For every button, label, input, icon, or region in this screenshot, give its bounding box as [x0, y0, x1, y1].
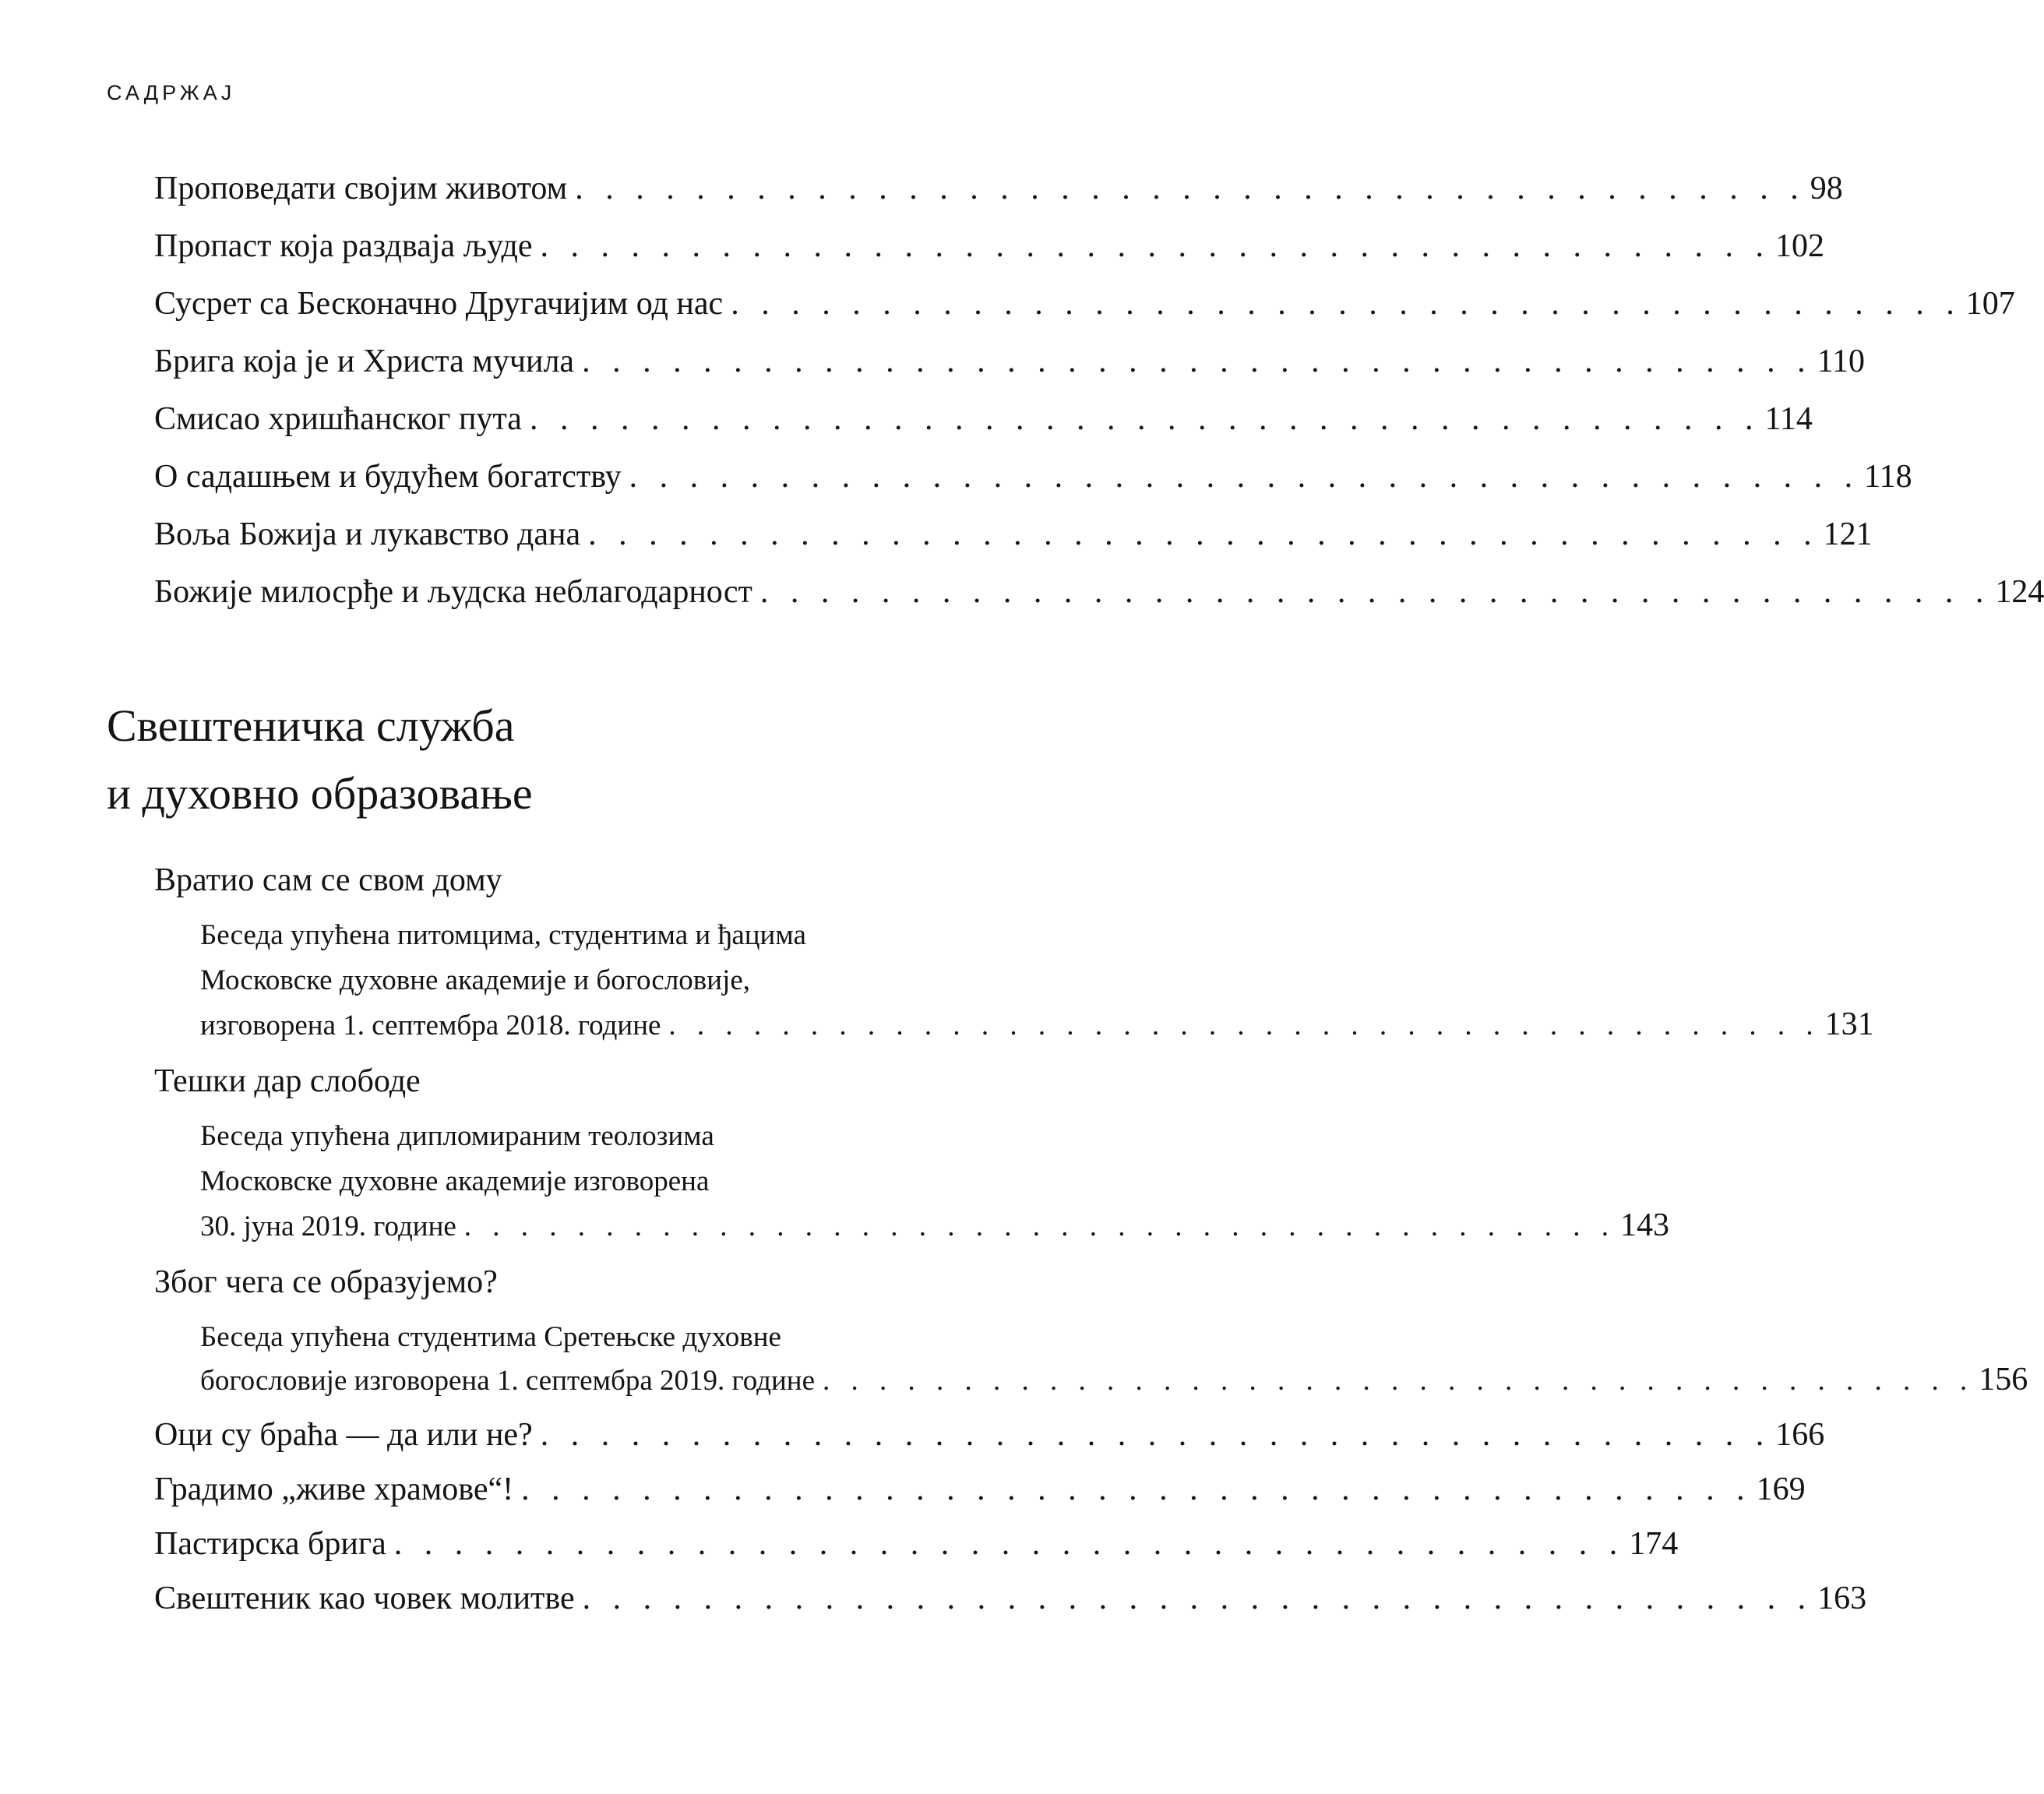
- toc-entry-title[interactable]: Вратио сам се свом дому: [154, 862, 502, 898]
- toc-page-number: 163: [1817, 1581, 1867, 1616]
- toc-entry-title: Градимо „живе храмове“!: [154, 1472, 514, 1507]
- toc-entry-title: Воља Божија и лукавство дана: [154, 516, 581, 552]
- toc-entry[interactable]: [154, 1524, 1679, 1564]
- toc-leader-dots: . . . . . . . . . . . . . . . . . . . . . . . . . . . . . . . . . . . . . . . . .: [575, 171, 1806, 206]
- toc-page-number: 121: [1823, 516, 1873, 552]
- toc-page-number: 114: [1764, 401, 1813, 437]
- toc-entry-last-line[interactable]: [200, 1006, 1874, 1044]
- section-title-line: Свештеничка служба: [107, 700, 515, 751]
- toc-entry-description: 30. јуна 2019. године: [200, 1211, 456, 1242]
- toc-leader-dots: . . . . . . . . . . . . . . . . . . . . . . . . . . . . . . . . . . . . . . . . .: [629, 459, 1860, 495]
- toc-leader-dots: . . . . . . . . . . . . . . . . . . . . . . . . . . . . . . . . . . . . . . . . .: [521, 1472, 1752, 1507]
- toc-entry-description: Московске духовне академије изговорена: [200, 1165, 710, 1197]
- toc-entry[interactable]: [154, 284, 2015, 324]
- toc-entry-title[interactable]: Због чега се образујемо?: [154, 1264, 498, 1300]
- toc-entry[interactable]: [154, 456, 1912, 497]
- toc-leader-dots: . . . . . . . . . . . . . . . . . . . . . . . . . . . . . . . . . . . . . . . . .: [759, 574, 1991, 610]
- toc-leader-dots: . . . . . . . . . . . . . . . . . . . . . . . . . . . . . . . . . . . . . . . . .: [731, 286, 1961, 322]
- toc-entry-title: Свештеник као човек молитве: [154, 1581, 575, 1616]
- toc-page-number: 102: [1775, 228, 1825, 264]
- toc-entry[interactable]: [154, 399, 1813, 439]
- toc-page-number: 143: [1620, 1207, 1670, 1243]
- toc-entry-title: Брига која је и Христа мучила: [154, 344, 575, 379]
- toc-entry[interactable]: [154, 514, 1873, 555]
- toc-entry-title: Пастирска брига: [154, 1526, 386, 1562]
- toc-page-number: 174: [1629, 1526, 1679, 1562]
- toc-page-number: 118: [1864, 459, 1912, 495]
- toc-entry[interactable]: [154, 168, 1843, 209]
- toc-page-number: 107: [1965, 286, 2015, 322]
- toc-leader-dots: . . . . . . . . . . . . . . . . . . . . . . . . . . . . . . . . . . . . . . . . .: [588, 516, 1819, 552]
- toc-leader-dots: . . . . . . . . . . . . . . . . . . . . . . . . . . . . . . . . . . . . . . . . .: [582, 344, 1813, 379]
- toc-page-number: 110: [1817, 344, 1866, 379]
- toc-entry[interactable]: [154, 1469, 1806, 1510]
- toc-leader-dots: . . . . . . . . . . . . . . . . . . . . . . . . . . . . . . . . . . . . . . . . .: [540, 1417, 1771, 1453]
- toc-entry-title: Пропаст која раздваја људе: [154, 228, 533, 264]
- toc-entry-title: Оци су браћа — да или не?: [154, 1417, 533, 1453]
- running-head: САДРЖАЈ: [107, 81, 236, 104]
- toc-leader-dots: . . . . . . . . . . . . . . . . . . . . . . . . . . . . . . . . . . . . . . . . .: [393, 1526, 1625, 1562]
- toc-entry-last-line[interactable]: [200, 1207, 1670, 1245]
- toc-leader-dots: . . . . . . . . . . . . . . . . . . . . . . . . . . . . . . . . . . . . . . . . .: [582, 1581, 1813, 1616]
- toc-entry-description: изговорена 1. септембра 2018. године: [200, 1010, 661, 1042]
- toc-leader-dots: . . . . . . . . . . . . . . . . . . . . . . . . . . . . . . . . . . . . . . . . .: [463, 1211, 1616, 1242]
- toc-entry-title[interactable]: Тешки дар слободе: [154, 1063, 421, 1099]
- toc-entry-title: Проповедати својим животом: [154, 171, 568, 206]
- toc-entry[interactable]: [154, 1415, 1825, 1455]
- toc-entry-description: Беседа упућена студентима Сретењске духовне: [200, 1321, 781, 1353]
- toc-leader-dots: . . . . . . . . . . . . . . . . . . . . . . . . . . . . . . . . . . . . . . . . .: [529, 401, 1760, 437]
- toc-page-number: 98: [1810, 171, 1843, 206]
- toc-page-number: 131: [1824, 1006, 1874, 1042]
- toc-entry-title: О садашњем и будућем богатству: [154, 459, 622, 495]
- toc-entry-last-line[interactable]: [200, 1362, 2028, 1399]
- toc-page-number: 124: [1995, 574, 2044, 610]
- toc-entry-title: Сусрет са Бесконачно Другачијим од нас: [154, 286, 724, 322]
- toc-leader-dots: . . . . . . . . . . . . . . . . . . . . . . . . . . . . . . . . . . . . . . . . .: [668, 1010, 1820, 1042]
- toc-entry[interactable]: [154, 226, 1825, 266]
- toc-entry-description: богословије изговорена 1. септембра 2019. године: [200, 1365, 816, 1397]
- toc-entry[interactable]: [154, 341, 1866, 382]
- toc-entry-description: Беседа упућена дипломираним теолозима: [200, 1120, 714, 1152]
- toc-entry-title: Смисао хришћанског пута: [154, 401, 522, 437]
- toc-entry-description: Беседа упућена питомцима, студентима и ђацима: [200, 919, 806, 951]
- toc-entry[interactable]: [154, 1578, 1867, 1619]
- toc-leader-dots: . . . . . . . . . . . . . . . . . . . . . . . . . . . . . . . . . . . . . . . . .: [823, 1365, 1975, 1397]
- toc-entry[interactable]: [154, 572, 2044, 612]
- toc-leader-dots: . . . . . . . . . . . . . . . . . . . . . . . . . . . . . . . . . . . . . . . . .: [540, 228, 1771, 264]
- toc-page-number: 156: [1979, 1362, 2028, 1397]
- toc-page-number: 166: [1775, 1417, 1825, 1453]
- section-title-line: и духовно образовање: [107, 768, 533, 819]
- toc-page-number: 169: [1756, 1472, 1806, 1507]
- toc-entry-title: Божије милосрђе и људска неблагодарност: [154, 574, 752, 610]
- toc-entry-description: Московске духовне академије и богословије,: [200, 964, 751, 996]
